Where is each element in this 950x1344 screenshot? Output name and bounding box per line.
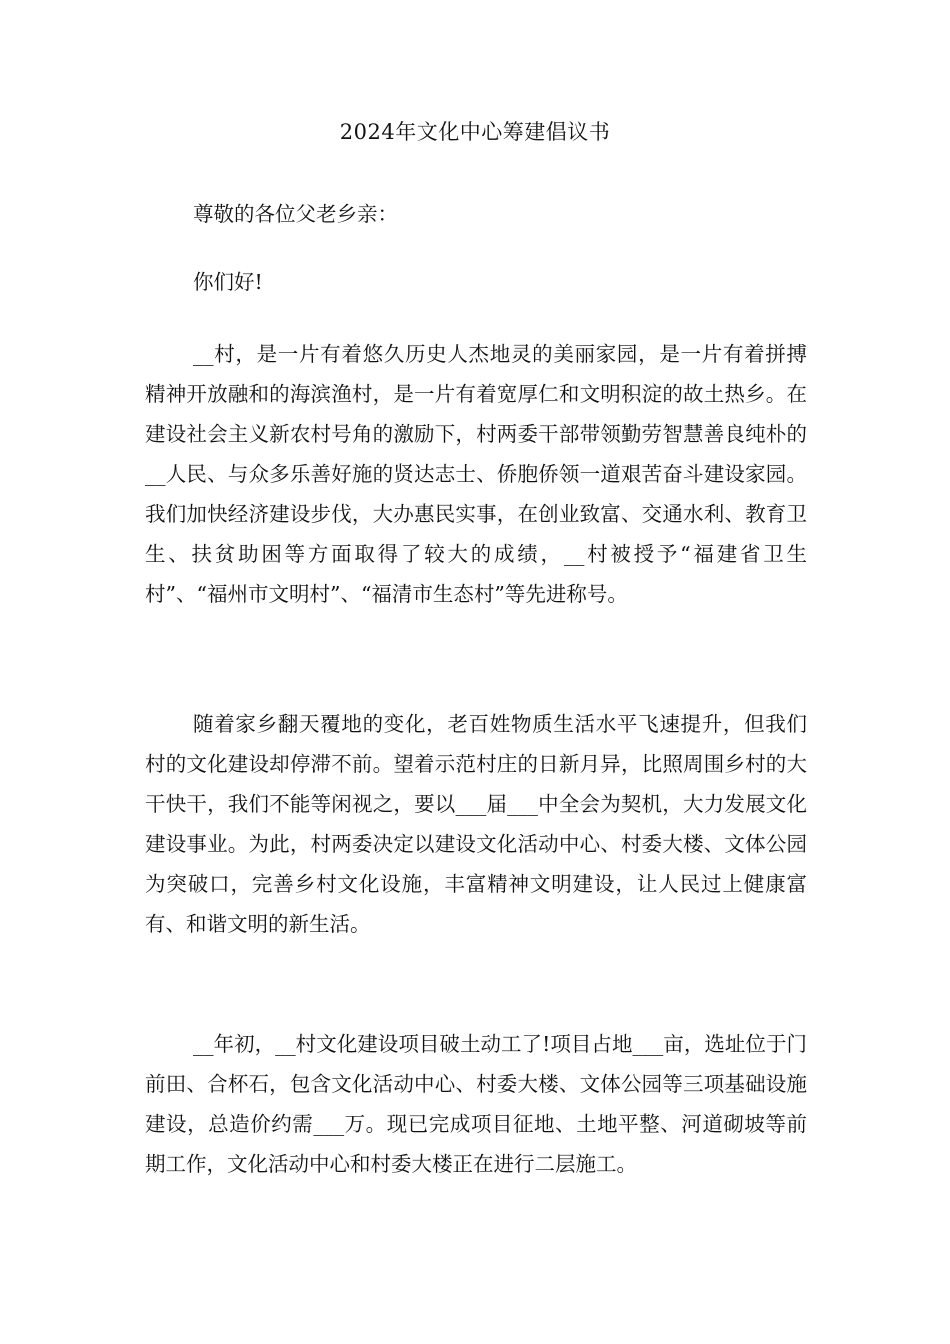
body-paragraph-2: 随着家乡翻天覆地的变化，老百姓物质生活水平飞速提升，但我们村的文化建设却停滞不前。望着示范村庄的日新月异，比照周围乡村的大干快干，我们不能等闲视之，要以___届___中全会为契机，大力发展文化建设事业。为此，村两委决定以建设文化活动中心、村委大楼、文体公园为突破口，完善乡村文化设施，丰富精神文明建设，让人民过上健康富有、和谐文明的新生活。	[145, 712, 807, 936]
greeting: 你们好!	[193, 270, 263, 294]
salutation: 尊敬的各位父老乡亲：	[193, 202, 398, 226]
document-title: 2024年文化中心筹建倡议书	[339, 120, 611, 144]
body-paragraph-1: __村，是一片有着悠久历史人杰地灵的美丽家园，是一片有着拼搏精神开放融和的海滨渔村，是一片有着宽厚仁和文明积淀的故土热乡。在建设社会主义新农村号角的激励下，村两委干部带领勤劳智慧善良纯朴的__人民、与众多乐善好施的贤达志士、侨胞侨领一道艰苦奋斗建设家园。我们加快经济建设步伐，大办惠民实事，在创业致富、交通水利、教育卫生、扶贫助困等方面取得了较大的成绩，__村被授予“福建省卫生村”、“福州市文明村”、“福清市生态村”等先进称号。	[145, 342, 807, 606]
body-paragraph-3: __年初，__村文化建设项目破土动工了!项目占地___亩，选址位于门前田、合杯石，包含文化活动中心、村委大楼、文体公园等三项基础设施建设，总造价约需___万。现已完成项目征地、土地平整、河道砌坡等前期工作，文化活动中心和村委大楼正在进行二层施工。	[145, 1032, 807, 1176]
